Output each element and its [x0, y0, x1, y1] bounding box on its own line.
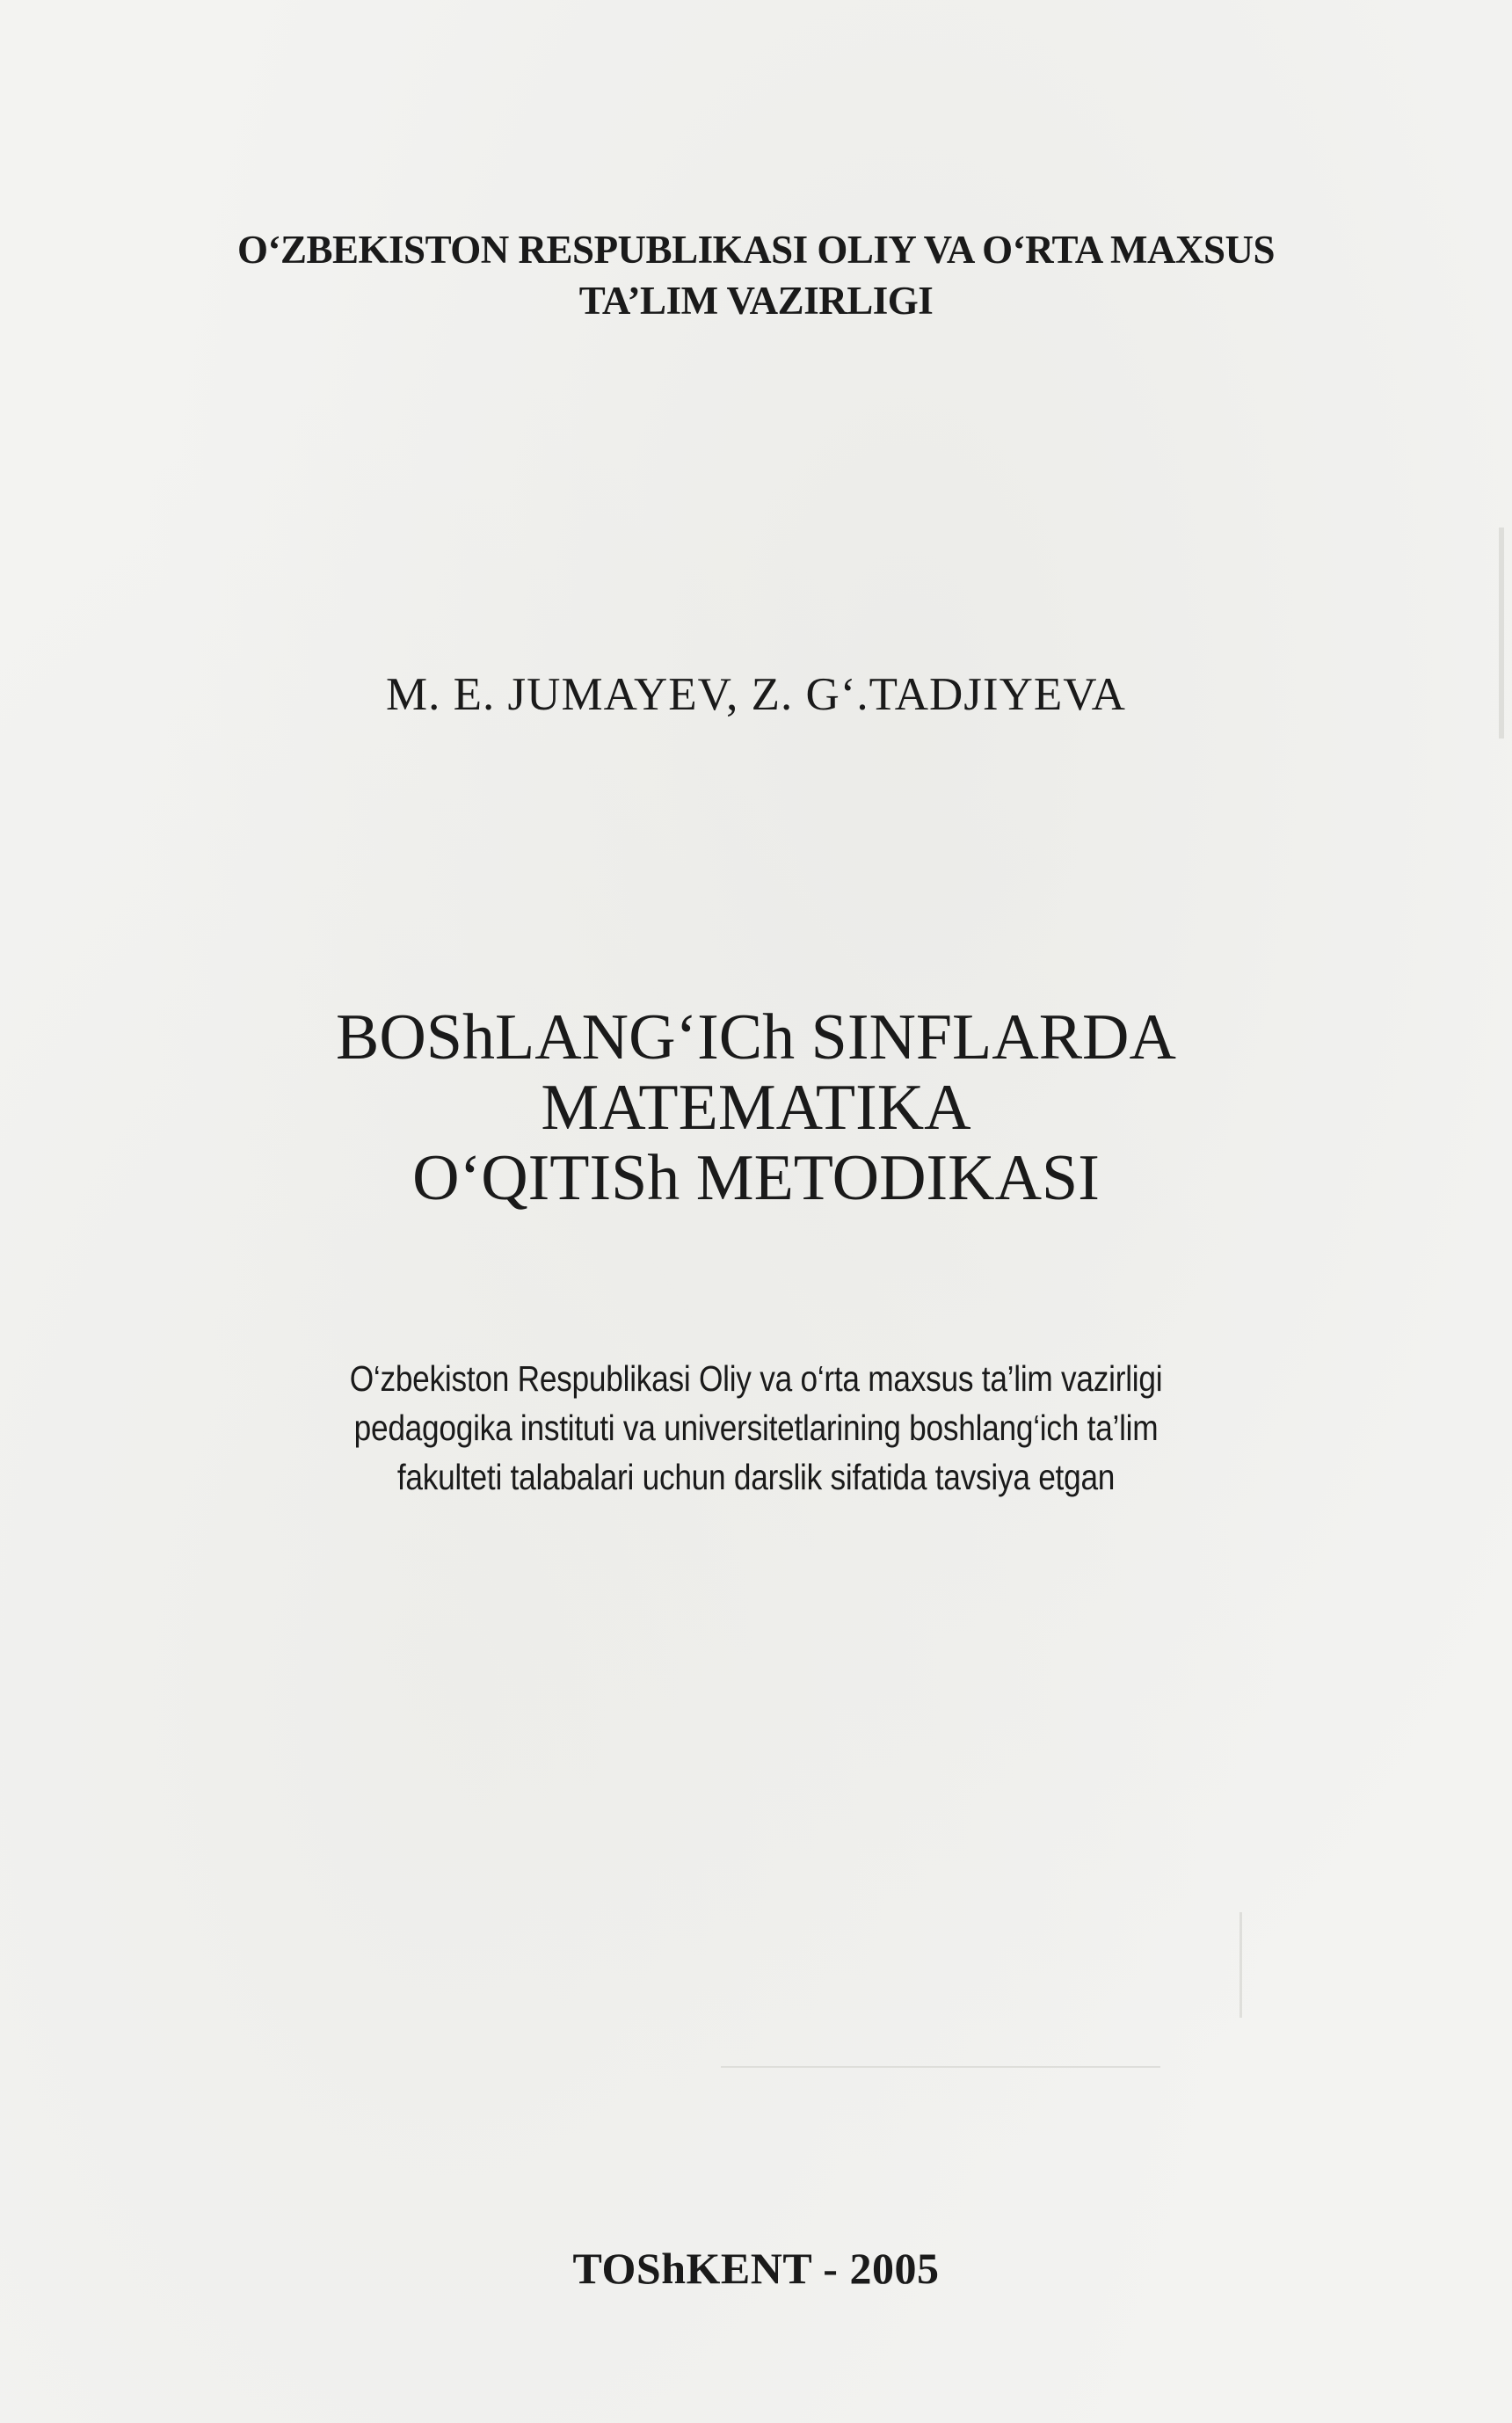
title-line-1: BOShLANG‘ICh SINFLARDA	[336, 1001, 1176, 1073]
recommendation-line-3: fakulteti talabalari uchun darslik sifatida tavsiya etgan	[396, 1457, 1116, 1497]
ministry-line-1: O‘ZBEKISTON RESPUBLIKASI OLIY VA O‘RTA MAXSUS	[237, 228, 1275, 272]
recommendation-note	[105, 1354, 1406, 1502]
ministry-heading	[0, 224, 1512, 326]
title-line-3: O‘QITISh METODIKASI	[412, 1142, 1100, 1214]
scan-artifact	[721, 2066, 1160, 2068]
book-title	[0, 1002, 1512, 1213]
recommendation-line-1: O‘zbekiston Respublikasi Oliy va o‘rta maxsus ta’lim vazirligi	[349, 1358, 1163, 1399]
title-line-2: MATEMATIKA	[541, 1072, 971, 1144]
recommendation-line-2: pedagogika instituti va universitetlarining boshlang‘ich ta’lim	[353, 1408, 1159, 1448]
authors: M. E. JUMAYEV, Z. G‘.TADJIYEVA	[386, 669, 1126, 720]
publication-place-year: TOShKENT - 2005	[572, 2244, 940, 2293]
ministry-line-2: TA’LIM VAZIRLIGI	[578, 279, 934, 323]
scan-artifact	[1239, 1912, 1242, 2018]
